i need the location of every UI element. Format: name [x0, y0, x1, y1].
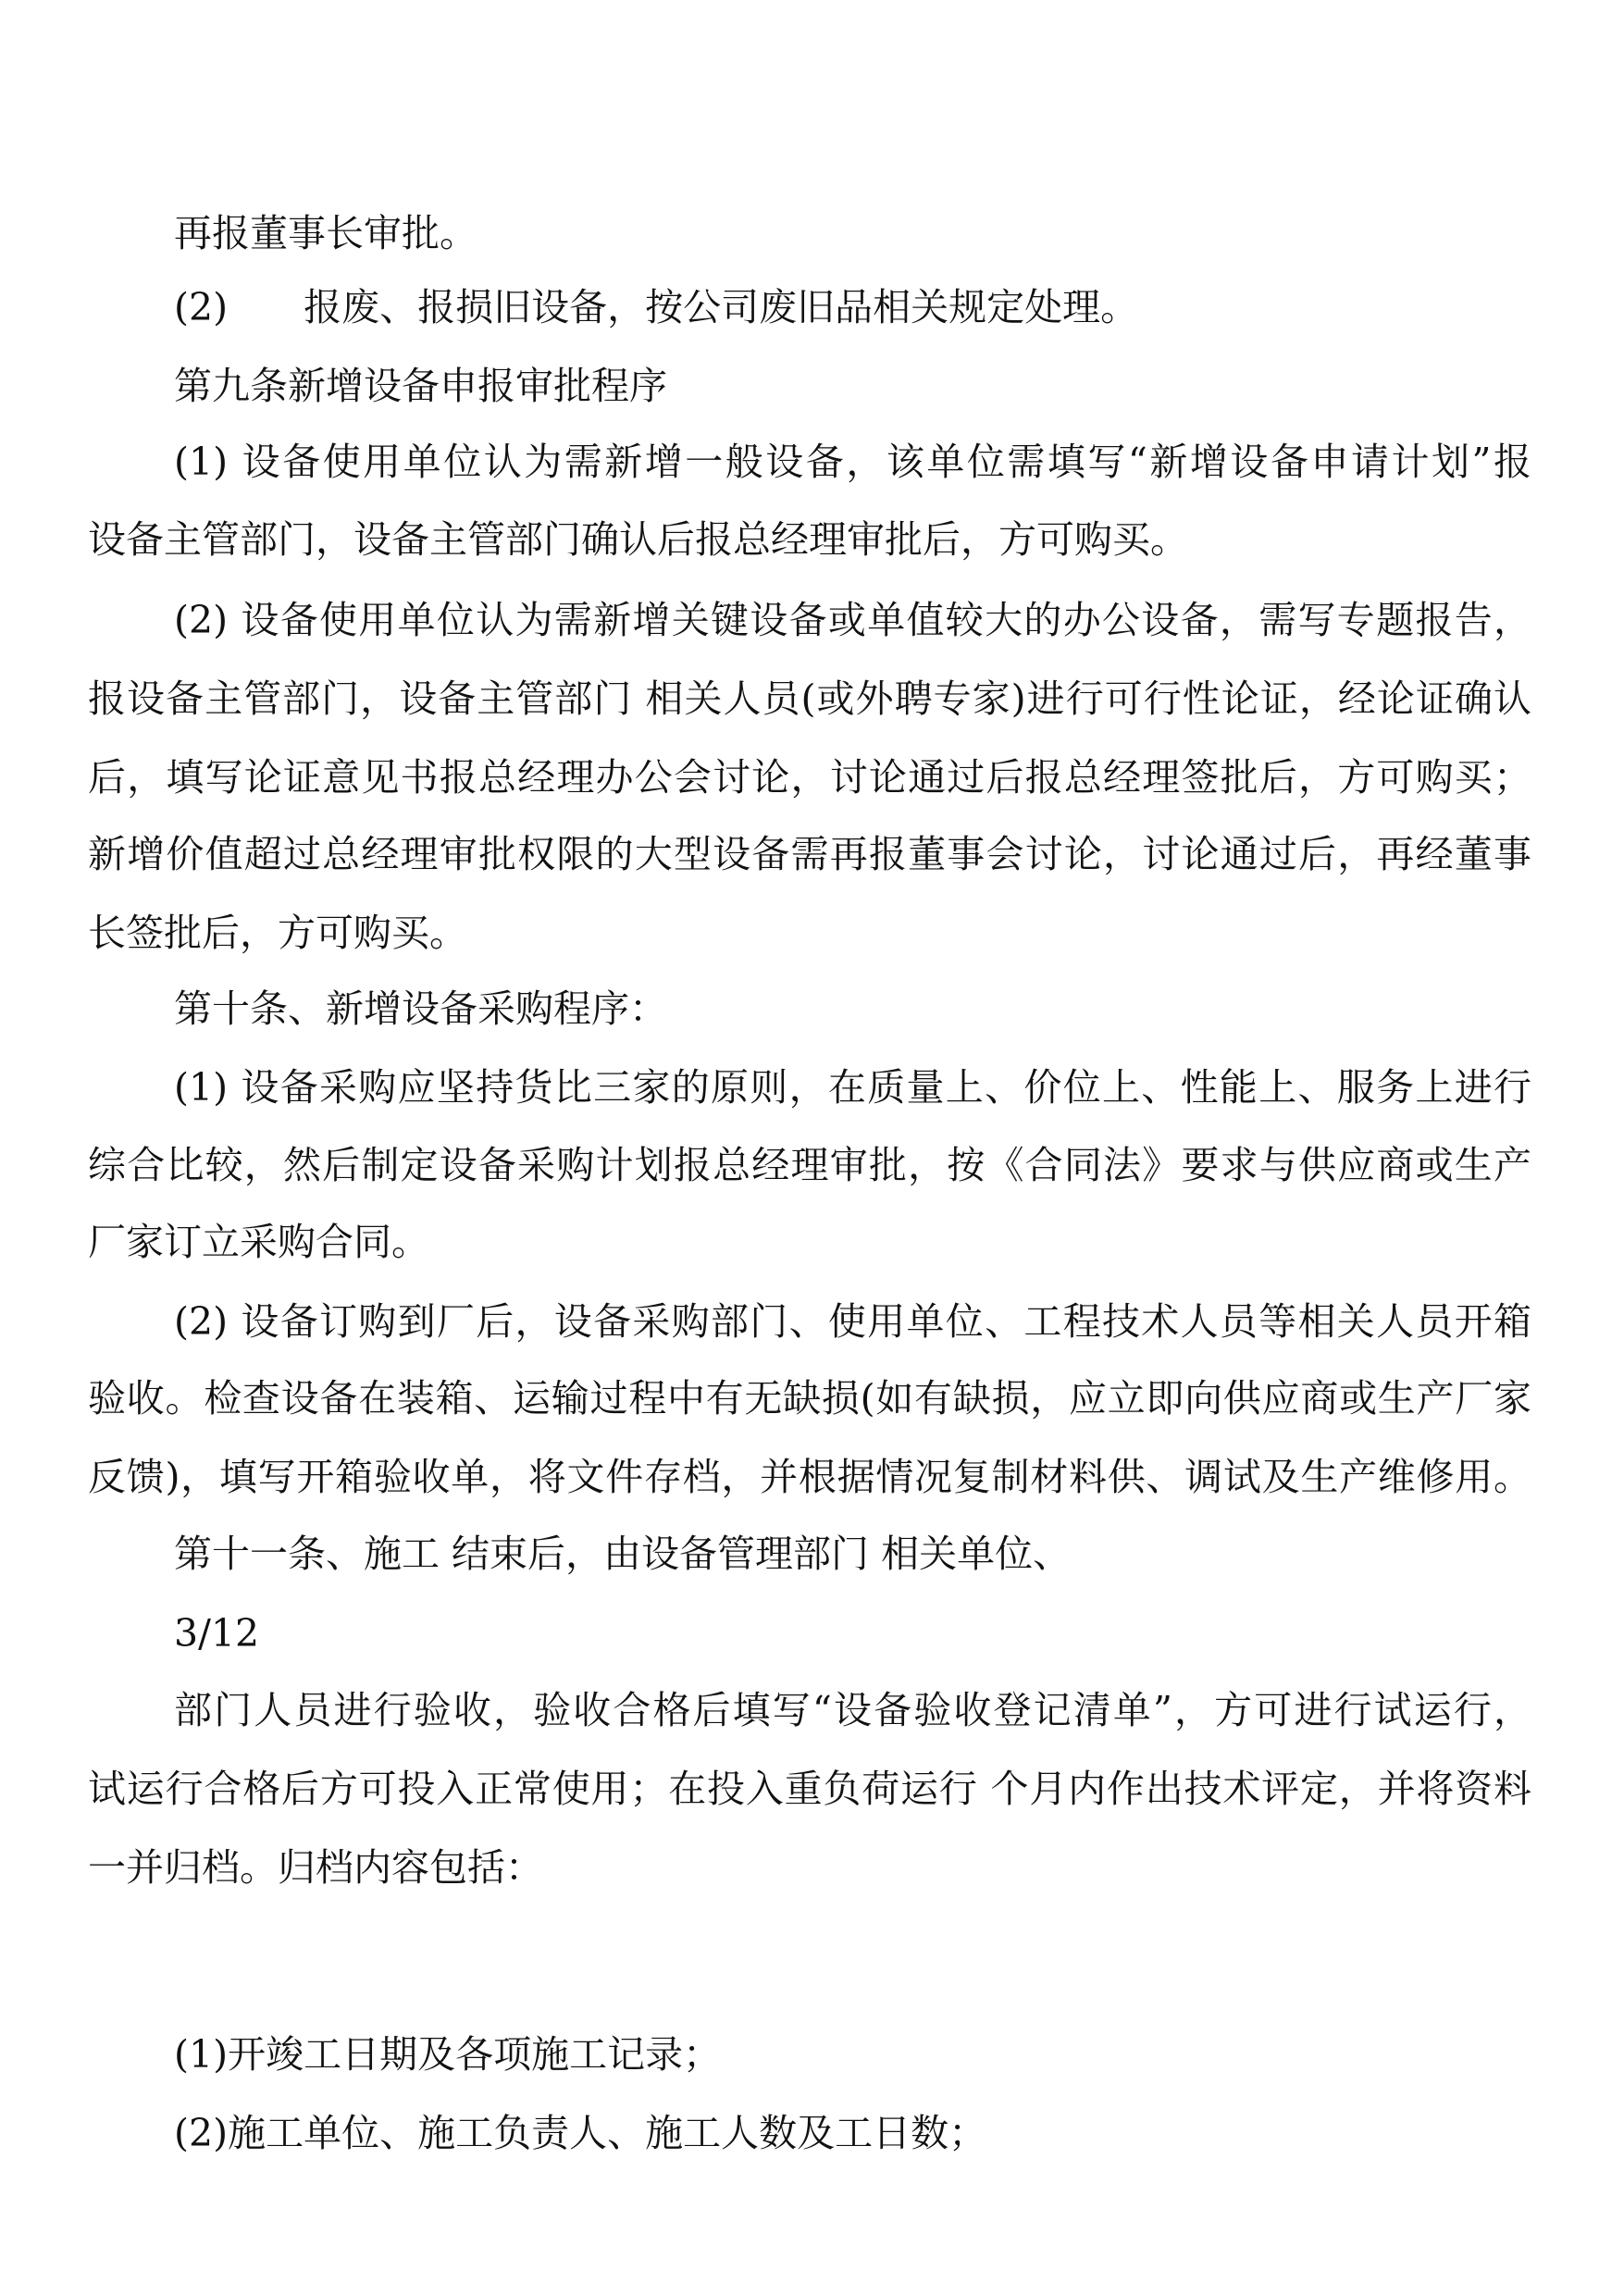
- paragraph-line: 设备主管部门，设备主管部门确认后报总经理审批后，方可购买。: [88, 517, 1188, 562]
- paragraph-line: (2) 设备使用单位认为需新增关键设备或单值较大的办公设备，需写专题报告，: [174, 598, 1531, 642]
- paragraph-line: (1) 设备采购应坚持货比三家的原则，在质量上、价位上、性能上、服务上进行: [174, 1065, 1531, 1110]
- paragraph-line: (2) 设备订购到厂后，设备采购部门、使用单位、工程技术人员等相关人员开箱: [174, 1299, 1531, 1344]
- paragraph-line: (2) 报废、报损旧设备，按公司废旧品相关规定处理。: [174, 285, 1139, 329]
- paragraph-line: 后，填写论证意见书报总经理办公会讨论，讨论通过后报总经理签批后，方可购买；: [88, 755, 1531, 800]
- paragraph-line: 部门人员进行验收，验收合格后填写“设备验收登记清单”，方可进行试运行，: [174, 1688, 1531, 1732]
- list-item: (2)施工单位、施工负责人、施工人数及工日数；: [174, 2111, 987, 2155]
- section-heading: 第十条、新增设备采购程序：: [174, 986, 667, 1031]
- paragraph-line: (1) 设备使用单位认为需新增一般设备，该单位需填写“新增设备申请计划”报: [174, 440, 1531, 484]
- paragraph-line: 试运行合格后方可投入正常使用；在投入重负荷运行 个月内作出技术评定，并将资料: [88, 1767, 1531, 1811]
- paragraph-line: 综合比较，然后制定设备采购计划报总经理审批，按《合同法》要求与供应商或生产: [88, 1143, 1531, 1187]
- paragraph-line: 反馈)，填写开箱验收单，将文件存档，并根据情况复制材料供、调试及生产维修用。: [88, 1455, 1531, 1499]
- paragraph-line: 厂家订立采购合同。: [88, 1220, 429, 1264]
- paragraph-line: 验收。检查设备在装箱、运输过程中有无缺损(如有缺损，应立即向供应商或生产厂家: [88, 1376, 1531, 1420]
- page-number: 3/12: [174, 1611, 260, 1656]
- section-heading: 第十一条、施工 结束后，由设备管理部门 相关单位、: [174, 1532, 1072, 1576]
- paragraph-line: 长签批后，方可购买。: [88, 911, 467, 955]
- section-heading: 第九条新增设备申报审批程序: [174, 364, 667, 408]
- list-item: (1)开竣工日期及各项施工记录；: [174, 2032, 722, 2077]
- paragraph-line: 报设备主管部门，设备主管部门 相关人员(或外聘专家)进行可行性论证，经论证确认: [88, 676, 1531, 721]
- paragraph-line: 再报董事长审批。: [174, 211, 477, 255]
- paragraph-line: 新增价值超过总经理审批权限的大型设备需再报董事会讨论，讨论通过后，再经董事: [88, 832, 1531, 876]
- paragraph-line: 一并归档。归档内容包括：: [88, 1845, 543, 1890]
